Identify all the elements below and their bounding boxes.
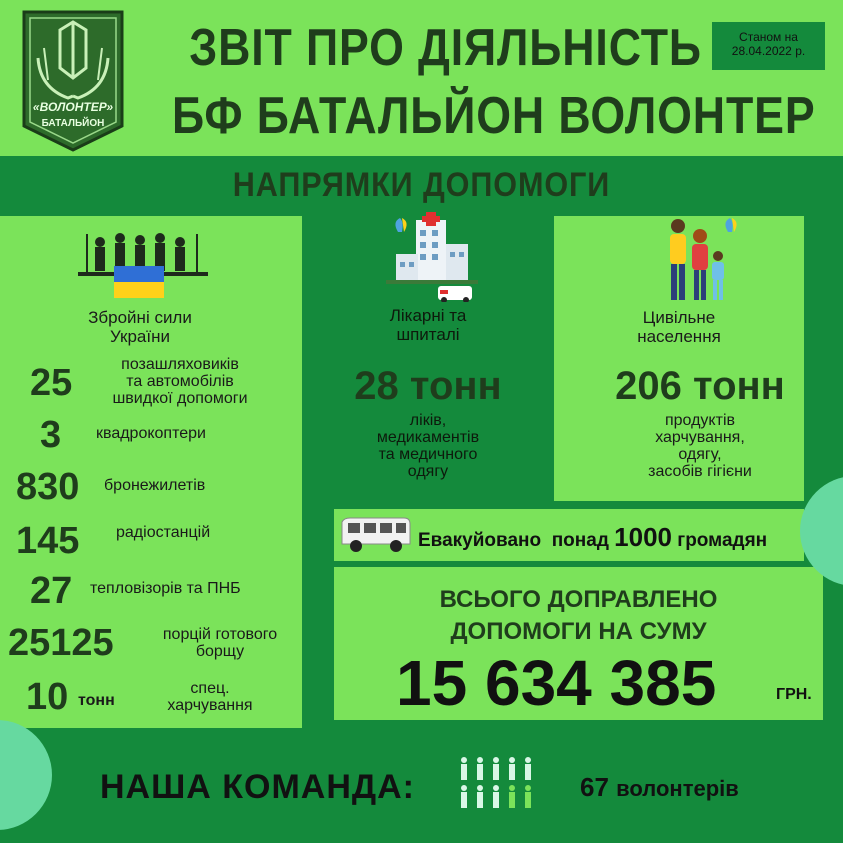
civilians-label-line1: Цивільне <box>642 308 716 327</box>
army-item-5-desc <box>140 626 300 660</box>
evacuation-text <box>418 522 767 553</box>
army-item-2-desc <box>104 477 264 494</box>
date-label: Станом на <box>739 30 798 44</box>
date-value: 28.04.2022 р. <box>731 44 806 58</box>
army-item-1-number: 3 <box>40 414 62 456</box>
desc-line: одягу <box>407 463 449 480</box>
hospitals-label-line1: Лікарні та <box>389 306 467 325</box>
army-label-line1: Збройні сили <box>88 308 192 327</box>
army-item-4-desc <box>90 580 290 597</box>
evac-text1: Евакуйовано <box>418 530 542 551</box>
army-item-6-unit: тонн <box>78 692 115 709</box>
hospitals-desc <box>302 412 554 480</box>
army-item-0-desc <box>90 356 270 407</box>
team-count <box>580 772 739 803</box>
desc-line: позашляховиків <box>121 356 239 373</box>
hospitals-amount: 28 тонн <box>354 364 502 408</box>
volunteer-count: 67 <box>580 772 609 802</box>
desc-line: харчування <box>167 697 253 714</box>
volunteers-icon <box>456 756 546 812</box>
logo-text-top: «ВОЛОНТЕР» <box>32 100 114 114</box>
desc-line: квадрокоптери <box>96 425 206 442</box>
hospitals-label-line2: шпиталі <box>396 325 460 344</box>
army-label <box>40 308 240 346</box>
total-line-1: ВСЬОГО ДОПРАВЛЕНО <box>439 586 718 613</box>
desc-line: радіостанцій <box>116 524 211 541</box>
army-item-5-number: 25125 <box>8 622 114 664</box>
army-item-6-desc <box>140 680 280 714</box>
desc-line: продуктів <box>664 412 735 429</box>
family-icon <box>656 212 742 304</box>
section-title: НАПРЯМКИ ДОПОМОГИ <box>232 166 611 204</box>
title-line-1: ЗВІТ ПРО ДІЯЛЬНІСТЬ <box>189 19 702 77</box>
total-currency: ГРН. <box>776 686 812 703</box>
army-item-4-number: 27 <box>30 570 73 612</box>
logo-text-bottom: БАТАЛЬЙОН <box>41 118 105 129</box>
hospital-icon <box>386 210 478 302</box>
desc-line: та медичного <box>378 446 478 463</box>
desc-line: засобів гігієни <box>648 463 752 480</box>
desc-line: спец. <box>190 680 230 697</box>
civilians-amount: 206 тонн <box>615 364 785 408</box>
army-item-6-number: 10 <box>26 676 69 718</box>
desc-line: швидкої допомоги <box>112 390 248 407</box>
desc-line: одягу, <box>678 446 722 463</box>
van-icon <box>338 514 414 554</box>
desc-line: харчування, <box>655 429 745 446</box>
desc-line: тепловізорів та ПНБ <box>90 580 241 597</box>
army-item-3-desc <box>116 524 276 541</box>
evac-text2: понад <box>551 530 609 551</box>
army-item-1-desc <box>96 425 256 442</box>
desc-line: медикаментів <box>376 429 480 446</box>
desc-line: борщу <box>195 643 245 660</box>
desc-line: ліків, <box>409 412 447 429</box>
civilians-label <box>594 308 764 346</box>
team-label: НАША КОМАНДА: <box>100 768 415 806</box>
volunteer-count-label: волонтерів <box>616 776 739 801</box>
civilians-label-line2: населення <box>637 327 721 346</box>
army-item-2-number: 830 <box>16 466 80 508</box>
desc-line: порцій готового <box>162 626 278 643</box>
desc-line: та автомобілів <box>126 373 234 390</box>
hospitals-label <box>328 306 528 344</box>
organization-logo <box>18 8 128 154</box>
evac-text3: громадян <box>677 530 768 551</box>
evac-number: 1000 <box>614 522 672 552</box>
soldiers-icon <box>78 228 208 300</box>
date-badge <box>712 22 825 70</box>
total-line-2: ДОПОМОГИ НА СУМУ <box>450 618 707 645</box>
title-line-2: БФ БАТАЛЬЙОН ВОЛОНТЕР <box>172 87 816 145</box>
desc-line: бронежилетів <box>104 477 206 494</box>
total-sum: 15 634 385 <box>396 647 717 719</box>
civilians-desc <box>554 412 843 480</box>
army-item-0-number: 25 <box>30 362 73 404</box>
army-item-3-number: 145 <box>16 520 80 562</box>
army-label-line2: України <box>110 327 170 346</box>
